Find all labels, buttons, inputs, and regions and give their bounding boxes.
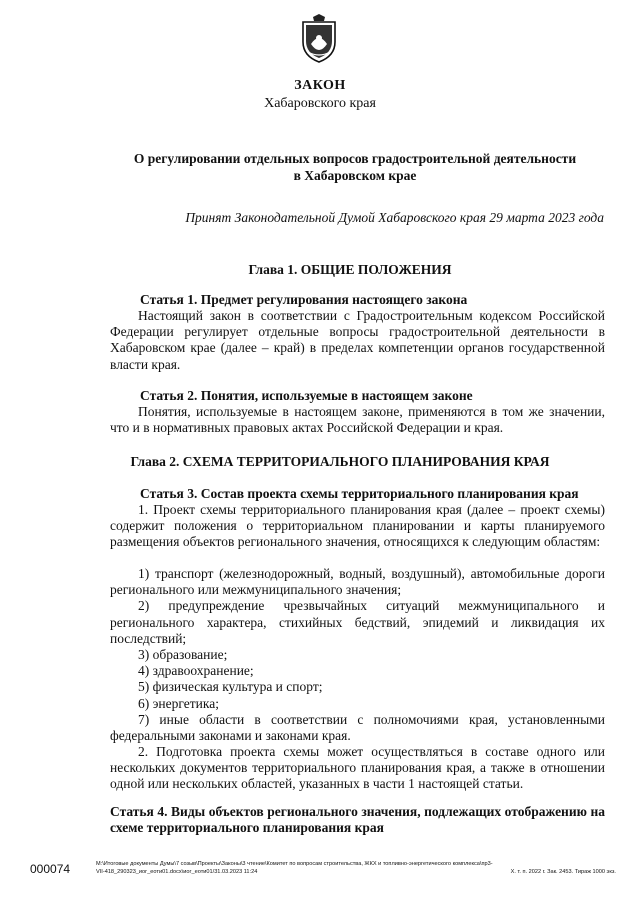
law-subject bbox=[110, 150, 600, 184]
article-2-text: Понятия, используемые в настоящем законе, применяются в том же значении, что и в нормативных правовых актах Российской Федерации и края. bbox=[110, 404, 605, 436]
article-3-title: Статья 3. Состав проекта схемы территориального планирования края bbox=[140, 486, 579, 501]
article-1-title: Статья 1. Предмет регулирования настоящего закона bbox=[140, 292, 468, 307]
print-info: Х. т. п. 2022 г. Зак. 2453. Тираж 1000 экз. bbox=[510, 869, 616, 875]
document-number: 000074 bbox=[30, 862, 71, 876]
article-1-text: Настоящий закон в соответствии с Градостроительным кодексом Российской Федерации регулирует отдельные вопросы градостроительной деятельности в Хабаровском крае (далее – край) в пределах компетенции органов государственной власти края. bbox=[110, 308, 605, 372]
file-path-line-1: М:\Итоговые документы Думы\7 созыв\Проекты\Законы\3 чтение\Комитет по вопросам строительства, ЖКХ и топливно-энергетического комплекса\пр3- bbox=[96, 861, 493, 867]
chapter-1-heading: Глава 1. ОБЩИЕ ПОЛОЖЕНИЯ bbox=[248, 262, 452, 277]
list-item: 4) здравоохранение; bbox=[138, 663, 254, 679]
article-2-title: Статья 2. Понятия, используемые в настоящем законе bbox=[140, 388, 473, 403]
coat-of-arms-icon bbox=[297, 14, 341, 64]
article-3-part-1: 1. Проект схемы территориального планирования края (далее – проект схемы) содержит положения о территориальном планировании и карты планируемого размещения объектов регионального значения, относящихся к следующим областям: bbox=[110, 502, 605, 550]
list-item: 1) транспорт (железнодорожный, водный, воздушный), автомобильные дороги регионального или межмуниципального значения; bbox=[110, 566, 605, 598]
law-subject-line-1: О регулировании отдельных вопросов градостроительной деятельности bbox=[133, 151, 577, 166]
list-item: 2) предупреждение чрезвычайных ситуаций межмуниципального и регионального характера, стихийных бедствий, эпидемий и ликвидация их последствий; bbox=[110, 598, 605, 646]
list-item: 7) иные области в соответствии с полномочиями края, установленными федеральными законами и законами края. bbox=[110, 711, 605, 744]
chapter-2-heading: Глава 2. СХЕМА ТЕРРИТОРИАЛЬНОГО ПЛАНИРОВАНИЯ КРАЯ bbox=[130, 454, 550, 469]
law-subject-line-2: в Хабаровском крае bbox=[293, 168, 417, 183]
list-item: 5) физическая культура и спорт; bbox=[138, 679, 323, 695]
file-path-footer bbox=[96, 860, 616, 876]
law-region: Хабаровского края bbox=[264, 96, 376, 111]
file-path-line-2: VII-418_290323_иог_еоти01.docx\иог_еоти01/31.03.2023 11:24 bbox=[96, 869, 258, 875]
article-3-list bbox=[110, 566, 605, 744]
list-item: 6) энергетика; bbox=[138, 695, 219, 711]
article-3-part-2: 2. Подготовка проекта схемы может осуществляться в составе одного или нескольких документов территориального планирования края, а также в отношении одной или нескольких областей, указанных в части 1 настоящей статьи. bbox=[110, 744, 605, 792]
list-item: 3) образование; bbox=[138, 647, 228, 663]
law-title: ЗАКОН bbox=[294, 78, 346, 93]
article-4-title: Статья 4. Виды объектов регионального значения, подлежащих отображению на схеме территориального планирования края bbox=[110, 804, 605, 835]
adoption-note: Принят Законодательной Думой Хабаровского края 29 марта 2023 года bbox=[185, 210, 604, 225]
